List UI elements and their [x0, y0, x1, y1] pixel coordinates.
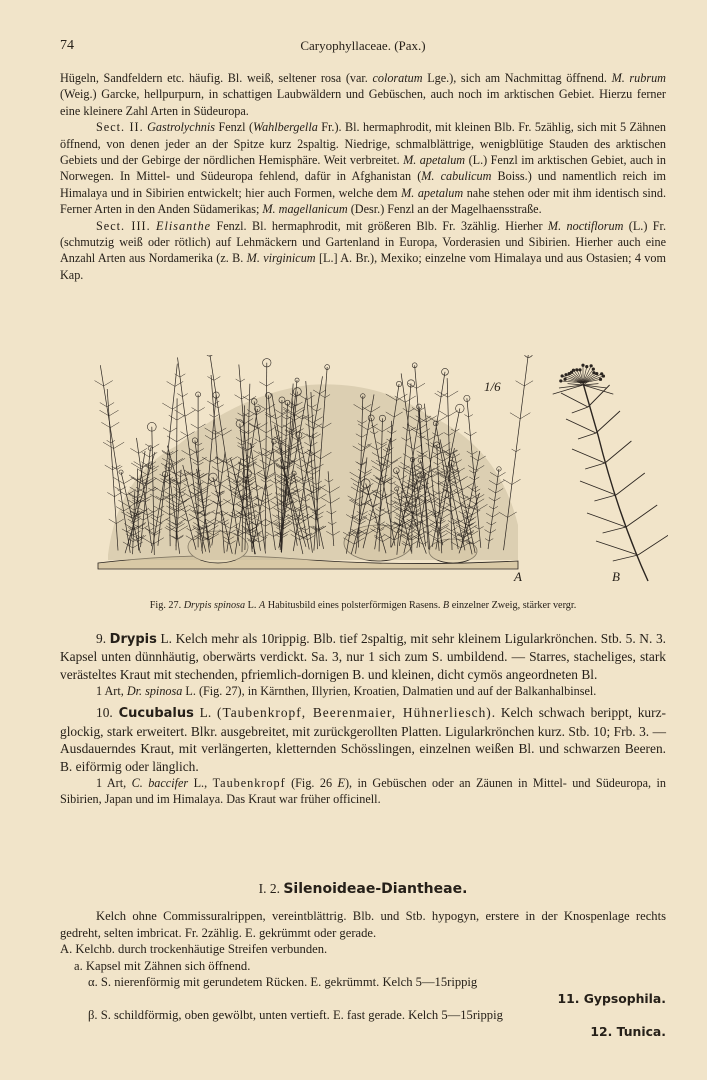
text-run: Drypis spinosa — [183, 600, 246, 611]
tribe-name: Silenoideae-Diantheae. — [283, 881, 468, 897]
text-run: Gastrolychnis — [147, 120, 216, 135]
text-block-top — [60, 70, 666, 283]
text-run: E — [337, 776, 345, 791]
drypis-illustration — [78, 355, 668, 595]
text-run: Cucubalus — [118, 706, 194, 722]
key-genus-gypsophila: 11. Gypsophila. — [557, 990, 666, 1006]
key-genus-tunica: 12. Tunica. — [590, 1023, 666, 1039]
text-run: M. apetalum — [403, 153, 466, 168]
figure-drypis-spinosa — [78, 355, 668, 595]
text-run: M. cabulicum — [421, 169, 492, 184]
text-run: M. magellanicum — [262, 202, 348, 217]
text-run: A — [259, 600, 266, 611]
text-run: Drypis — [109, 632, 157, 647]
figure-label-b: B — [612, 569, 620, 584]
key-line-alpha: α. S. nierenförmig mit gerundetem Rücken. E. gekrümmt. Kelch 5—15rippig — [88, 975, 478, 989]
paragraph-drypis-note: 1 Art, Dr. spinosa L. (Fig. 27), in Kärnthen, Illyrien, Kroatien, Dalmatien und auf der Balkanhalbinsel. — [96, 684, 597, 699]
running-title: Caryophyllaceae. (Pax.) — [300, 38, 426, 53]
paragraph-sect-3: Sect. III. Elisanthe Fenzl. Bl. hermaphrodit, mit größeren Blb. Fr. 3zählig. Hierher M. noctiflorum (L.) Fr. (schmutzig weiß oder rötlich) auf Lehmäckern und Gartenland in Europa, Vorderasien und Sibirien. Hierher auch eine Anzahl Arten aus Nordamerika (z. B. M. virginicum [L.] A. Br.), Mexiko; einzelne vom Himalaya und aus Ostasien; 4 vom Kap. — [60, 218, 666, 282]
page-number: 74 — [60, 38, 74, 53]
text-run: B — [442, 600, 450, 611]
scale-label: 1/6 — [484, 379, 501, 394]
text-run: M. virginicum — [246, 251, 316, 266]
identification-key — [60, 908, 666, 1040]
tribe-description: Kelch ohne Commissuralrippen, vereintblättrig. Blb. und Stb. hypogyn, erstere in der Knospenlage rechts gedreht, selten imbricat. Fr. 2zählig. E. gekrümmt oder gerade. — [60, 909, 666, 940]
paragraph-drypis: 9. Drypis L. Kelch mehr als 10rippig. Blb. tief 2spaltig, mit sehr kleinem Ligularkrönchen. Stb. 5. N. 3. Kapsel unten dünnhäutig, oberwärts verdickt. Sa. 3, nur 1 sich zum S. umbildend. — Starres, stacheliges, stark verästeltes Kraut mit stechenden, pfriemlich-dornigen B. und kleinen, dicht cymös angeordneten Bl. — [60, 631, 666, 682]
page-header — [60, 38, 666, 56]
tribe-heading — [60, 881, 666, 897]
key-line-a: A. Kelchb. durch trockenhäutige Streifen verbunden. — [60, 942, 328, 956]
text-run: M. apetalum — [401, 185, 464, 200]
text-run: Wahlbergella — [253, 120, 318, 135]
text-run: Dr. spinosa — [126, 684, 183, 699]
text-run: M. rubrum — [611, 71, 666, 85]
tribe-number: I. 2. — [258, 881, 280, 896]
text-run: C. baccifer — [131, 776, 189, 791]
paragraph-cucubalus: 10. Cucubalus L. (Taubenkropf, Beerenmaier, Hühnerliesch). Kelch schwach berippt, kurz-glockig, stark erweitert. Blkr. ausgebreitet, mit zurückgerollten Platten. Ligularkrönchen kurz. Stb. 10; Frb. 3. — Ausdauerndes Kraut, mit verlängerten, kletternden Schösslingen, einzelnen weißen Bl. und schwarzen Beeren. B. eiförmig oder länglich. — [60, 705, 666, 774]
text-block-genera — [60, 630, 666, 807]
figure-caption: Fig. 27. Drypis spinosa L. A Habitusbild eines polsterförmigen Rasens. B einzelner Zweig, stärker vergr. — [149, 600, 577, 611]
habitus-illustration-a — [95, 355, 534, 569]
text-run: (Taubenkropf, Beerenmaier, Hühnerliesch) — [217, 705, 492, 721]
text-run: Sect. II. — [96, 120, 144, 135]
branch-illustration-b — [553, 364, 668, 581]
paragraph-cucubalus-note: 1 Art, C. baccifer L., Taubenkropf (Fig. 26 E), in Gebüschen oder an Zäunen in Mittel- und Südeuropa, in Sibirien, Japan und im Himalaya. Das Kraut war früher officinell. — [60, 776, 667, 807]
text-run: Sect. III. — [96, 218, 151, 233]
text-run: Taubenkropf — [212, 776, 286, 791]
text-run: Elisanthe — [156, 218, 212, 233]
text-run: M. noctiflorum — [547, 218, 624, 233]
text-run: coloratum — [372, 71, 423, 85]
paragraph-sect-2: Sect. II. Gastrolychnis Fenzl (Wahlbergella Fr.). Bl. hermaphrodit, mit kleinen Blb. Fr. 5zählig, sich mit 5 Zähnen öffnend, von denen jeder an der Spitze kurz 2spaltig. Niedrige, schmalblättrige, wenigblütige Stauden des arktischen Gebiets und der Gebirge der nördlichen Hemisphäre. Weit verbreitet. M. apetalum (L.) Fenzl im arktischen Gebiet, auch in Norwegen. In Mittel- und Südeuropa fehlend, dafür in Afghanistan (M. cabulicum Boiss.) und namentlich reich im Himalaya und in Sibirien entwickelt; hier auch Formen, welche dem M. apetalum nahe stehen oder mit ihm identisch sind. Ferner Arten in den Anden Südamerikas; M. magellanicum (Desr.) Fenzl an der Magelhaensstraße. — [60, 120, 667, 217]
key-line-a-lower: a. Kapsel mit Zähnen sich öffnend. — [74, 958, 251, 973]
paragraph-intro: Hügeln, Sandfeldern etc. häufig. Bl. weiß, seltener rosa (var. coloratum Lge.), sich am Nachmittag öffnend. M. rubrum (Weig.) Garcke, hellpurpurn, in schattigen Laubwäldern und Gebüschen, auch noch im arktischen Gebiet. Hierzu ferner eine kleinere Zahl Arten in Südeuropa. — [60, 71, 666, 118]
figure-label-a: A — [514, 569, 522, 584]
key-line-beta: β. S. schildförmig, oben gewölbt, unten vertieft. E. fast gerade. Kelch 5—15rippig — [88, 1008, 503, 1022]
